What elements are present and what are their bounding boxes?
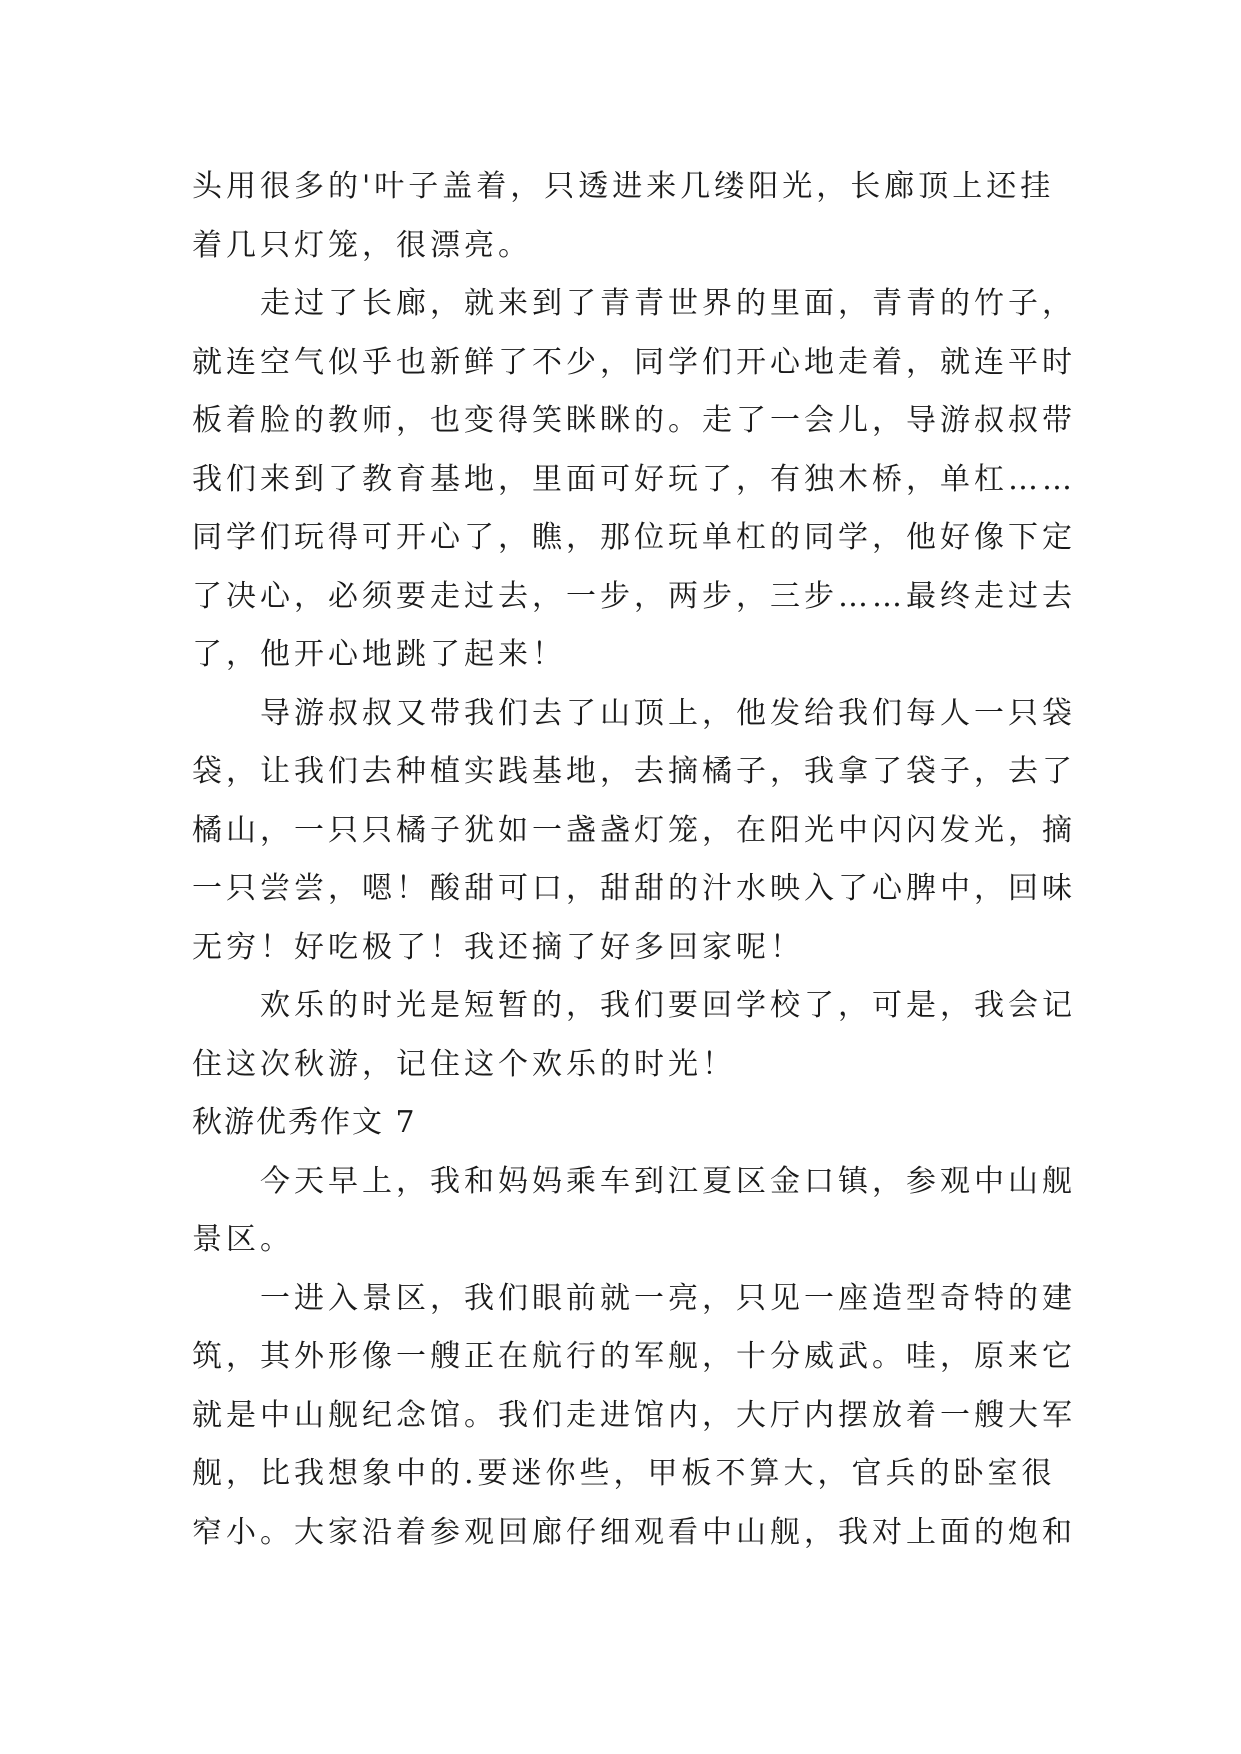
text-line: 窄小。大家沿着参观回廊仔细观看中山舰，我对上面的炮和	[192, 1514, 1076, 1550]
document-page	[192, 158, 1076, 1562]
text-line: 无穷！好吃极了！我还摘了好多回家呢！	[192, 929, 804, 965]
text-line: 板着脸的教师，也变得笑眯眯的。走了一会儿，导游叔叔带	[192, 403, 1076, 438]
text-line: 住这次秋游，记住这个欢乐的时光！	[192, 1046, 736, 1082]
text-line: 筑，其外形像一艘正在航行的军舰，十分威武。哇，原来它	[192, 1339, 1076, 1374]
text-line: 了，他开心地跳了起来！	[192, 637, 566, 672]
text-line: 今天早上，我和妈妈乘车到江夏区金口镇，参观中山舰	[260, 1163, 1076, 1199]
text-line: 我们来到了教育基地，里面可好玩了，有独木桥，单杠……	[192, 461, 1076, 497]
text-line: 一只尝尝，嗯！酸甜可口，甜甜的汁水映入了心脾中，回味	[192, 871, 1076, 906]
text-line: 导游叔叔又带我们去了山顶上，他发给我们每人一只袋	[260, 695, 1076, 731]
text-line: 一进入景区，我们眼前就一亮，只见一座造型奇特的建	[260, 1280, 1076, 1316]
text-line: 同学们玩得可开心了，瞧，那位玩单杠的同学，他好像下定	[192, 520, 1076, 555]
text-line: 头用很多的'叶子盖着，只透进来几缕阳光，长廊顶上还挂	[192, 169, 1055, 204]
text-line: 欢乐的时光是短暂的，我们要回学校了，可是，我会记	[260, 988, 1076, 1023]
text-line: 着几只灯笼，很漂亮。	[192, 227, 532, 263]
text-line: 袋，让我们去种植实践基地，去摘橘子，我拿了袋子，去了	[192, 754, 1076, 789]
text-line: 舰，比我想象中的.要迷你些，甲板不算大，官兵的卧室很	[192, 1456, 1056, 1491]
text-line: 就是中山舰纪念馆。我们走进馆内，大厅内摆放着一艘大军	[192, 1397, 1076, 1433]
text-line: 景区。	[192, 1222, 294, 1257]
section-title: 秋游优秀作文 7	[192, 1105, 417, 1140]
text-line: 了决心，必须要走过去，一步，两步，三步……最终走过去	[192, 578, 1076, 614]
text-line: 走过了长廊，就来到了青青世界的里面，青青的竹子，	[260, 286, 1076, 321]
text-line: 就连空气似乎也新鲜了不少，同学们开心地走着，就连平时	[192, 344, 1076, 380]
text-line: 橘山，一只只橘子犹如一盏盏灯笼，在阳光中闪闪发光，摘	[192, 812, 1076, 848]
